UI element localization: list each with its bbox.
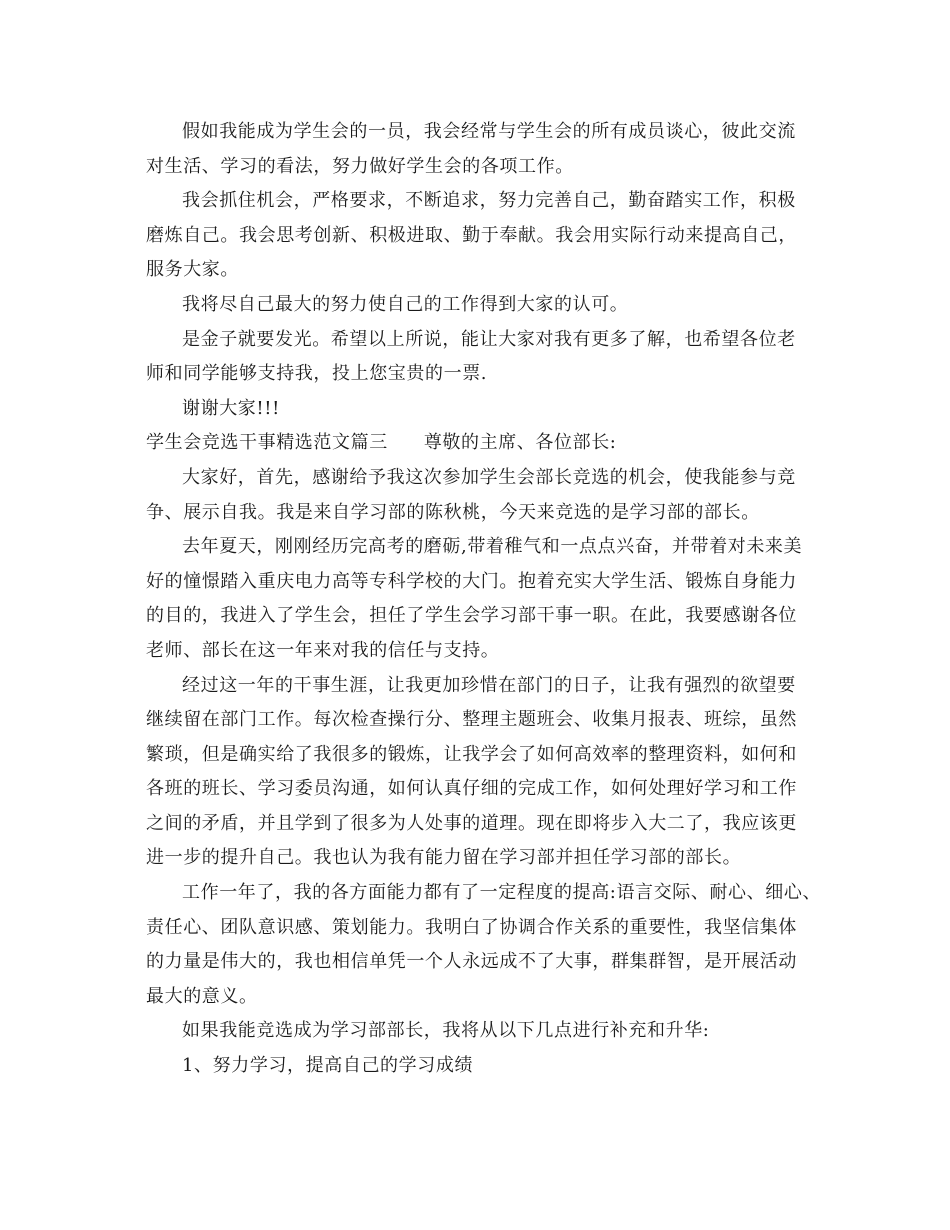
paragraph-line: 我将尽自己最大的努力使自己的工作得到大家的认可。 [182,293,629,315]
paragraph-line: 大家好，首先，感谢给予我这次参加学生会部长竞选的机会，使我能参与竞 [182,466,796,488]
paragraph-line: 师和同学能够支持我，投上您宝贵的一票. [146,363,488,385]
section-title: 学生会竞选干事精选范文篇三 [146,432,388,454]
paragraph-line: 责任心、团队意识感、策划能力。我明白了协调合作关系的重要性，我坚信集体 [146,916,797,938]
paragraph-line: 争、展示自我。我是来自学习部的陈秋桃，今天来竞选的是学习部的部长。 [146,501,760,523]
paragraph-line: 磨炼自己。我会思考创新、积极进取、勤于奉献。我会用实际行动来提高自己， [146,224,797,246]
paragraph-line: 老师、部长在这一年来对我的信任与支持。 [146,639,500,661]
paragraph-line: 的目的，我进入了学生会，担任了学生会学习部干事一职。在此，我要感谢各位 [146,605,797,627]
paragraph-line: 是金子就要发光。希望以上所说，能让大家对我有更多了解，也希望各位老 [182,328,796,350]
paragraph-line: 我会抓住机会，严格要求，不断追求，努力完善自己，勤奋踏实工作，积极 [182,190,796,212]
paragraph-line: 假如我能成为学生会的一员，我会经常与学生会的所有成员谈心，彼此交流 [182,121,796,142]
paragraph-line: 如果我能竞选成为学习部部长，我将从以下几点进行补充和升华: [182,1020,710,1042]
paragraph-line: 继续留在部门工作。每次检查操行分、整理主题班会、收集月报表、班综，虽然 [146,709,797,731]
paragraph-line: 的力量是伟大的，我也相信单凭一个人永远成不了大事，群集群智，是开展活动 [146,951,797,973]
paragraph-line: 之间的矛盾，并且学到了很多为人处事的道理。现在即将步入大二了，我应该更 [146,812,797,834]
paragraph-line: 工作一年了，我的各方面能力都有了一定程度的提高:语言交际、耐心、细心、 [182,882,822,904]
list-item-line: 1、努力学习，提高自己的学习成绩 [182,1055,474,1077]
paragraph-line: 各班的班长、学习委员沟通，如何认真仔细的完成工作，如何处理好学习和工作 [146,778,797,800]
paragraph-line: 对生活、学习的看法，努力做好学生会的各项工作。 [146,155,574,177]
document-body [146,115,826,1084]
paragraph-line: 好的憧憬踏入重庆电力高等专科学校的大门。抱着充实大学生活、锻炼自身能力 [146,570,797,592]
salutation: 尊敬的主席、各位部长: [423,432,617,454]
paragraph-line: 经过这一年的干事生涯，让我更加珍惜在部门的日子，让我有强烈的欲望要 [182,674,796,696]
section-heading-line [146,426,826,461]
paragraph-line: 去年夏天，刚刚经历完高考的磨砺,带着稚气和一点点兴奋，并带着对未来美 [182,536,803,558]
paragraph-line: 最大的意义。 [146,985,258,1007]
paragraph-line: 进一步的提升自己。我也认为我有能力留在学习部并担任学习部的部长。 [146,847,742,869]
paragraph-line: 服务大家。 [146,259,239,281]
paragraph-line: 谢谢大家!!! [182,397,280,419]
paragraph-line: 繁琐，但是确实给了我很多的锻炼，让我学会了如何高效率的整理资料，如何和 [146,743,797,765]
